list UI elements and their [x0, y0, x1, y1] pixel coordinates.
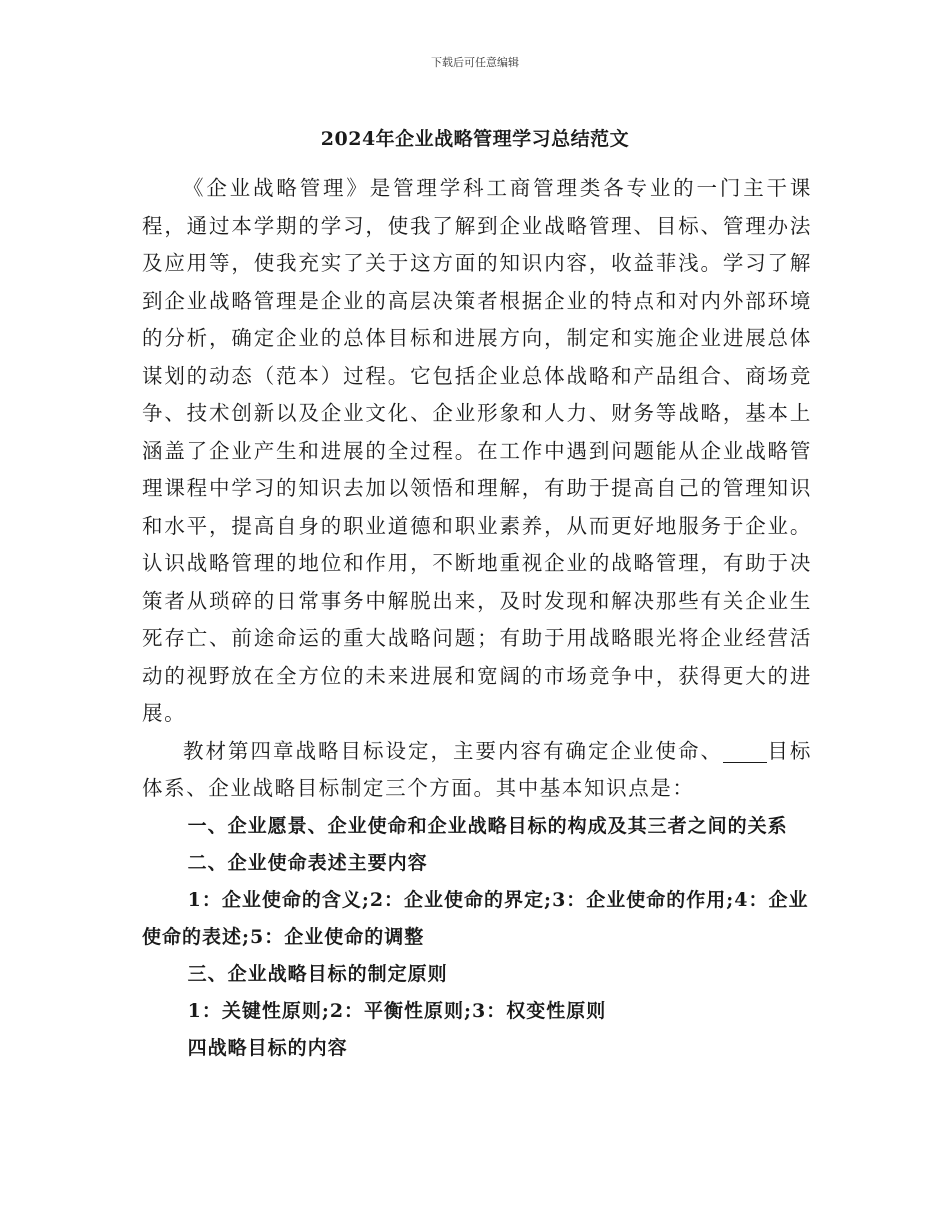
section-heading-4: 四战略目标的内容 [187, 1036, 348, 1059]
section-2-items: 1：企业使命的含义;2：企业使命的界定;3：企业使命的作用;4：企业使命的表述;5：企业使命的调整 [142, 888, 809, 948]
section-3-items: 1：关键性原则;2：平衡性原则;3：权变性原则 [187, 999, 607, 1022]
section-heading-1: 一、企业愿景、企业使命和企业战略目标的构成及其三者之间的关系 [187, 814, 788, 837]
fill-in-blank [723, 740, 767, 763]
paragraph-chapter-four [142, 733, 812, 808]
document-body [142, 170, 812, 1067]
document-title: 2024年企业战略管理学习总结范文 [320, 128, 630, 150]
paragraph-intro: 《企业战略管理》是管理学科工商管理类各专业的一门主干课程，通过本学期的学习，使我了解到企业战略管理、目标、管理办法及应用等，使我充实了关于这方面的知识内容，收益菲浅。学习了解到企业战略管理是企业的高层决策者根据企业的特点和对内外部环境的分析，确定企业的总体目标和进展方向，制定和实施企业进展总体谋划的动态（范本）过程。它包括企业总体战略和产品组合、商场竞争、技术创新以及企业文化、企业形象和人力、财务等战略，基本上涵盖了企业产生和进展的全过程。在工作中遇到问题能从企业战略管理课程中学习的知识去加以领悟和理解，有助于提高自己的管理知识和水平，提高自身的职业道德和职业素养，从而更好地服务于企业。认识战略管理的地位和作用，不断地重视企业的战略管理，有助于决策者从琐碎的日常事务中解脱出来，及时发现和解决那些有关企业生死存亡、前途命运的重大战略问题；有助于用战略眼光将企业经营活动的视野放在全方位的未来进展和宽阔的市场竞争中，获得更大的进展。 [142, 176, 812, 725]
paragraph-chapter-four-start: 教材第四章战略目标设定，主要内容有确定企业使命、 [183, 738, 723, 763]
section-heading-3: 三、企业战略目标的制定原则 [187, 962, 448, 985]
paragraph-chapter-four-end: 目标体系、企业战略目标制定三个方面。其中基本知识点是： [142, 738, 812, 800]
header-note: 下载后可任意编辑 [431, 56, 519, 69]
section-heading-2: 二、企业使命表述主要内容 [187, 851, 428, 874]
